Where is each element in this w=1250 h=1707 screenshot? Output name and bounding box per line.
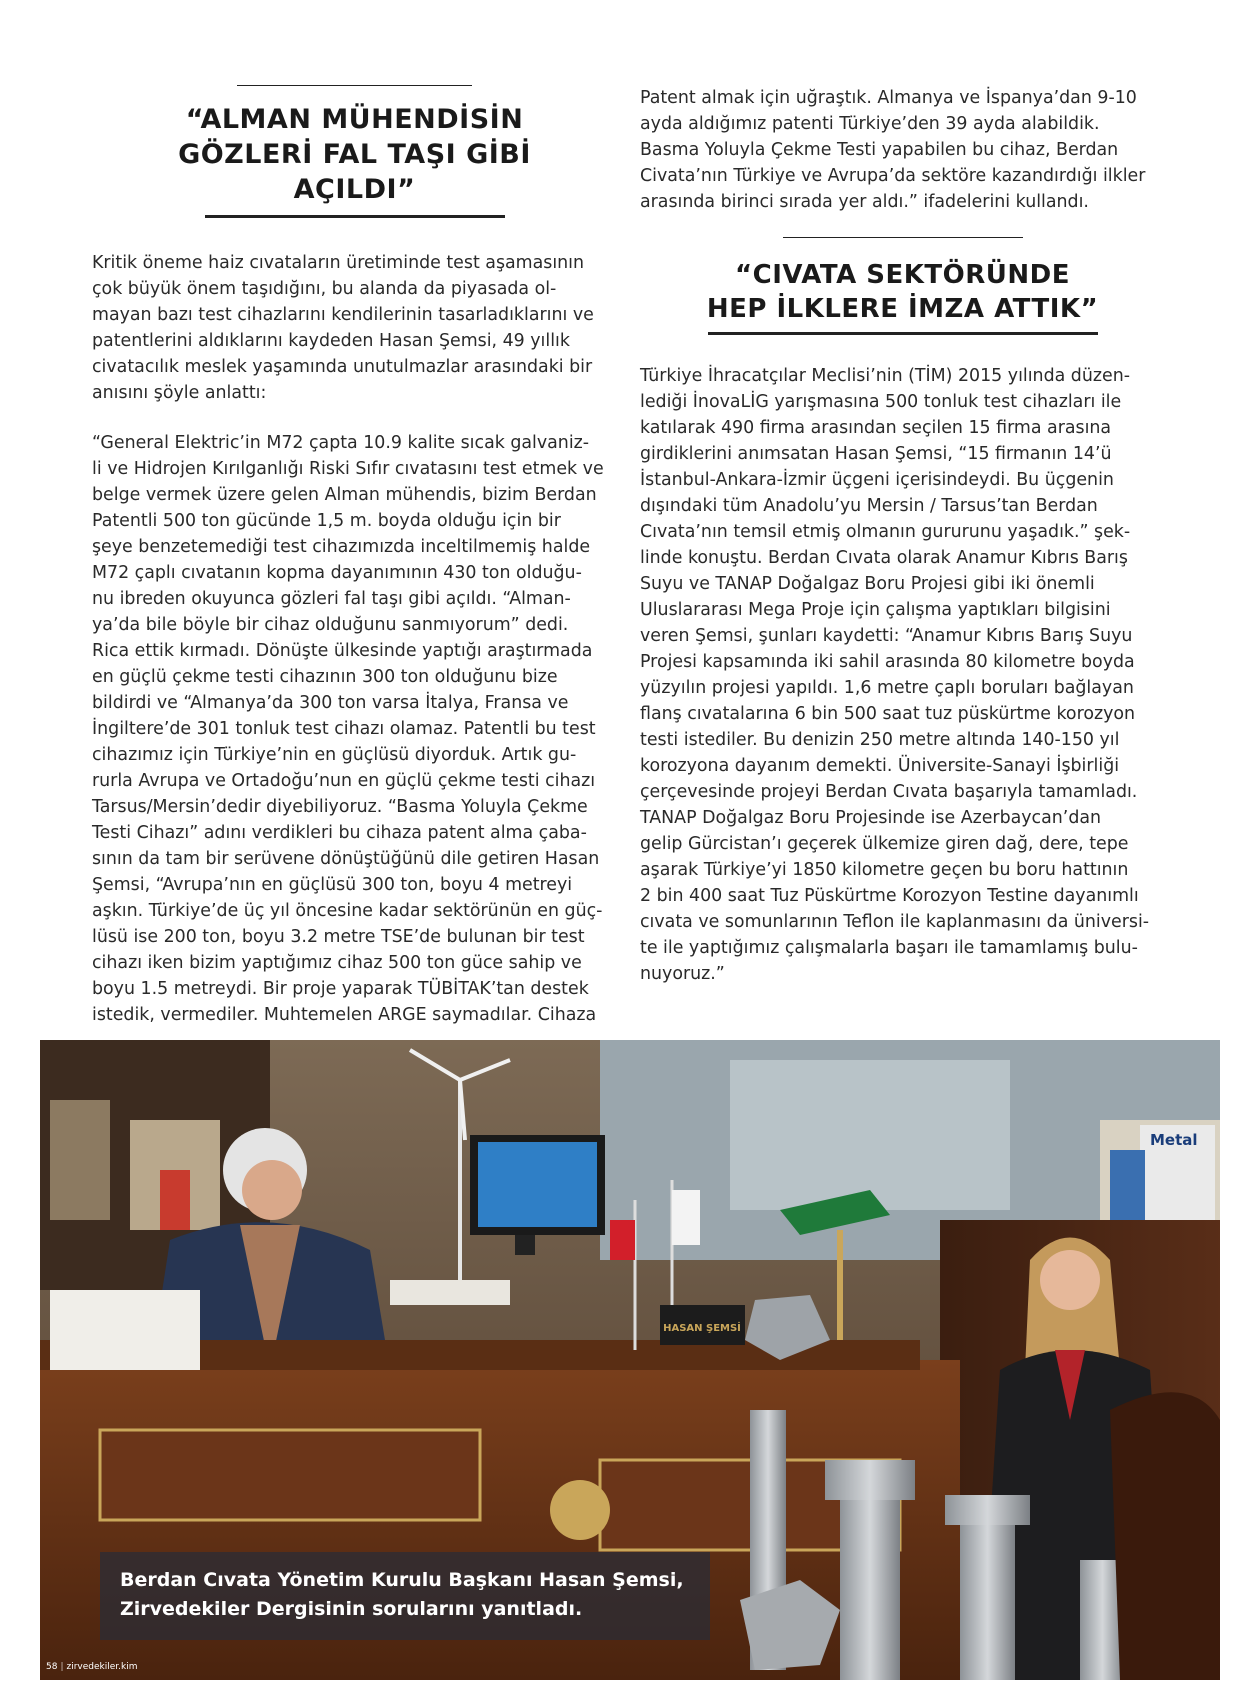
photo-caption-text <box>120 1566 710 1624</box>
left-paragraph-1: Kritik öneme haiz cıvataların üretiminde test aşamasının çok büyük önem taşıdığını, bu alanda da piyasada ol- mayan bazı test cihazlarını kendilerinin tasarladıklarını ve patentlerini aldıklarını kaydeden Hasan Şemsi, 49 yıllık civatacılık meslek yaşamında unutulmazlar arasındaki bir anısını şöyle anlattı: <box>92 253 594 403</box>
right-heading-line-1: “CIVATA SEKTÖRÜNDE <box>735 260 1070 290</box>
page-footer <box>46 1662 138 1672</box>
left-heading-line-3: AÇILDI” <box>293 174 416 205</box>
photo-caption <box>100 1552 710 1640</box>
caption-line-2: Zirvedekiler Dergisinin sorularını yanıtladı. <box>120 1598 583 1620</box>
caption-line-1: Berdan Cıvata Yönetim Kurulu Başkanı Hasan Şemsi, <box>120 1569 684 1591</box>
footer-separator: | <box>60 1662 64 1672</box>
page-number: 58 <box>46 1662 58 1672</box>
heading-rule-top <box>783 237 1023 238</box>
right-paragraph-2: Türkiye İhracatçılar Meclisi’nin (TİM) 2015 yılında düzen- lediği İnovaLİG yarışmasına 500 tonluk test cihazları ile katılarak 490 firma arasından seçilen 15 firma arasına girdiklerini anımsatan Hasan Şemsi, “15 firmanın 14’ü İstanbul-Ankara-İzmir üçgeni içerisindeydi. Bu üçgenin dışındaki tüm Anadolu’yu Mersin / Tarsus’tan Berdan Cıvata’nın temsil etmiş olmanın gururunu yaşadık.” şek- linde konuştu. Berdan Cıvata olarak Anamur Kıbrıs Barış Suyu ve TANAP Doğalgaz Boru Projesi gibi iki önemli Uluslararası Mega Proje için çalışma yaptıkları bilgisini veren Şemsi, şunları kaydetti: “Anamur Kıbrıs Barış Suyu Projesi kapsamında iki sahil arasında 80 kilometre boyda yüzyılın projesi yapıldı. 1,6 metre çaplı boruları bağlayan flanş cıvatalarına 6 bin 500 saat tuz püskürtme korozyon testi istediler. Bu denizin 250 metre altında 140-150 yıl korozyona dayanım demekti. Üniversite-Sanayi İşbirliği çerçevesinde projeyi Berdan Cıvata başarıyla tamamladı. TANAP Doğalgaz Boru Projesinde ise Azerbaycan’dan gelip Gürcistan’ı geçerek ülkemize giren dağ, dere, tepe aşarak Türkiye’yi 1850 kilometre geçen bu boru hattının 2 bin 400 saat Tuz Püskürtme Korozyon Testine dayanımlı cıvata ve somunlarının Teflon ile kaplanmasını da üniversi- te ile yaptığımız çalışmalarla başarı ile tamamlamış bulu- nuyoruz.” <box>640 366 1150 984</box>
right-column <box>640 85 1165 987</box>
right-heading-line-2: HEP İLKLERE İMZA ATTIK” <box>706 294 1099 324</box>
right-heading <box>640 258 1165 326</box>
left-heading-line-1: “ALMAN MÜHENDİSİN <box>185 104 524 135</box>
right-paragraph-1: Patent almak için uğraştık. Almanya ve İspanya’dan 9-10 ayda aldığımız patenti Türkiye’den 39 ayda alabildik. Basma Yoluyla Çekme Testi yapabilen bu cihaz, Berdan Civata’nın Türkiye ve Avrupa’da sektöre kazandırdığı ilkler arasında birinci sırada yer aldı.” ifadelerini kullandı. <box>640 88 1146 212</box>
magazine-label: Metal <box>1150 1131 1198 1149</box>
left-paragraph-2: “General Elektric’in M72 çapta 10.9 kalite sıcak galvaniz- li ve Hidrojen Kırılganlığı Riski Sıfır cıvatasını test etmek ve belge vermek üzere gelen Alman mühendis, bizim Berdan Patentli 500 ton gücünde 1,5 m. boyda olduğu için bir şeye benzetemediği test cihazımızda inceltilmemiş halde M72 çaplı cıvatanın kopma dayanımının 430 ton olduğu- nu ibreden okuyunca gözleri fal taşı gibi açıldı. “Alman- ya’da bile böyle bir cihaz olduğunu sanmıyorum” dedi. Rica ettik kırmadı. Dönüşte ülkesinde yaptığı araştırmada en güçlü çekme testi cihazının 300 ton olduğunu bize bildirdi ve “Almanya’da 300 ton varsa İtalya, Fransa ve İngiltere’de 301 tonluk test cihazı olamaz. Patentli bu test cihazımız için Türkiye’nin en güçlüsü diyorduk. Artık gu- rurla Avrupa ve Ortadoğu’nun en güçlü çekme testi cihazı Tarsus/Mersin’dedir diyebiliyoruz. “Basma Yoluyla Çekme Testi Cihazı” adını verdikleri bu cihaza patent alma çaba- sının da tam bir serüvene dönüştüğünü dile getiren Hasan Şemsi, “Avrupa’nın en güçlüsü 300 ton, boyu 4 metreyi aşkın. Türkiye’de üç yıl öncesine kadar sektörünün en güç- lüsü ise 200 ton, boyu 3.2 metre TSE’de bulunan bir test cihazı iken bizim yaptığımız cihaz 500 ton güce sahip ve boyu 1.5 metreydi. Bir proje yaparak TÜBİTAK’tan destek istedik, vermediler. Muhtemelen ARGE saymadılar. Cihaza <box>92 433 604 1025</box>
left-heading <box>92 102 617 207</box>
left-heading-line-2: GÖZLERİ FAL TAŞI GİBİ <box>178 139 531 170</box>
left-column <box>92 85 617 1028</box>
footer-site: zirvedekiler.kim <box>66 1662 138 1672</box>
heading-rule-top <box>237 85 472 86</box>
nameplate-text: HASAN ŞEMSİ <box>663 1323 741 1334</box>
